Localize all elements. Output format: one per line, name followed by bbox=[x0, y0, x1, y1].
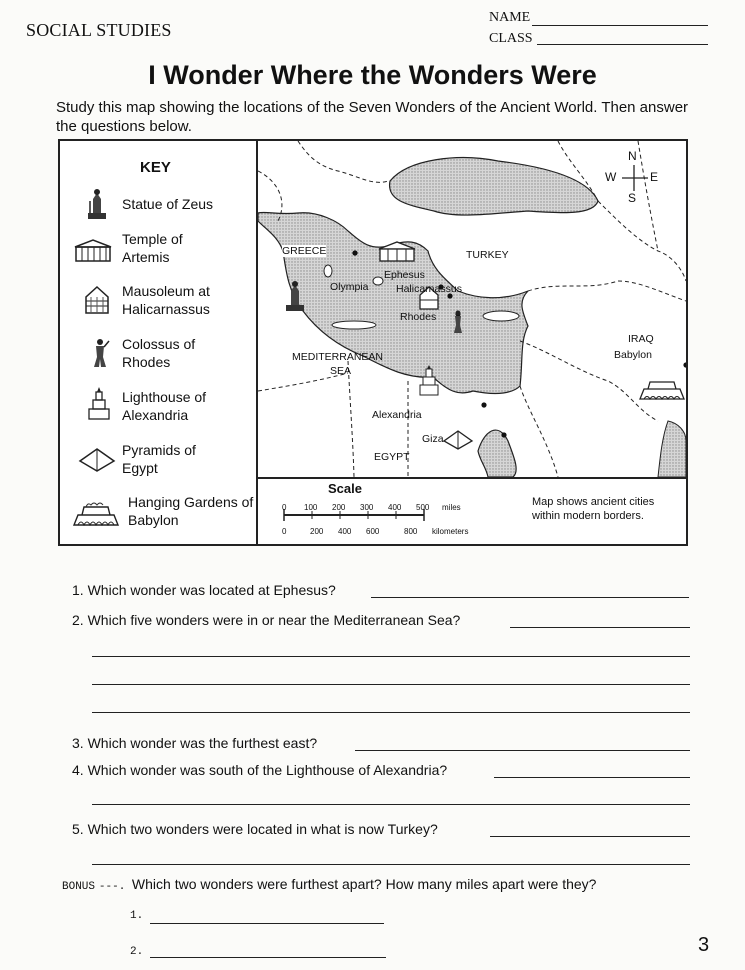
label-turkey: TURKEY bbox=[466, 249, 509, 261]
key-item: Temple of Artemis bbox=[122, 231, 183, 265]
question-1: 1. Which wonder was located at Ephesus? bbox=[72, 582, 336, 598]
question-3: 3. Which wonder was the furthest east? bbox=[72, 735, 318, 751]
scale-mile-tick: 0 bbox=[282, 503, 287, 512]
bonus-question: BONUS ---. Which two wonders were furthest apart? How many miles apart were they? bbox=[62, 876, 597, 893]
class-label: CLASS bbox=[489, 31, 533, 46]
label-giza: Giza bbox=[422, 433, 444, 445]
bonus-label: BONUS bbox=[62, 881, 96, 893]
colossus-icon bbox=[88, 337, 112, 369]
bonus-answer-1-label: 1. bbox=[130, 910, 144, 922]
bonus-answer-line-2[interactable] bbox=[150, 957, 386, 958]
answer-line-5[interactable] bbox=[490, 836, 690, 837]
answer-line-2c[interactable] bbox=[92, 684, 690, 685]
class-field[interactable] bbox=[537, 44, 708, 45]
key-item: Pyramids of Egypt bbox=[122, 442, 196, 476]
answer-line-4b[interactable] bbox=[92, 804, 690, 805]
key-item: Hanging Gardens of Babylon bbox=[128, 494, 254, 528]
scale-km-tick: 600 bbox=[366, 527, 380, 536]
mausoleum-icon bbox=[82, 285, 112, 317]
scale-mile-tick: 100 bbox=[304, 503, 318, 512]
compass-e: E bbox=[650, 170, 659, 184]
scale-mile-tick: 200 bbox=[332, 503, 346, 512]
key-item: Lighthouse of Alexandria bbox=[122, 389, 207, 423]
key-item: Mausoleum at Halicarnassus bbox=[122, 283, 210, 317]
label-ephesus: Ephesus bbox=[384, 269, 425, 281]
bonus-text: Which two wonders were furthest apart? How many miles apart were they? bbox=[131, 876, 597, 892]
lighthouse-icon bbox=[86, 385, 112, 421]
label-babylon: Babylon bbox=[614, 349, 652, 361]
name-label: NAME bbox=[489, 10, 531, 25]
answer-line-2b[interactable] bbox=[92, 656, 690, 657]
bonus-answer-2-label: 2. bbox=[130, 946, 144, 958]
label-sea-2: SEA bbox=[330, 365, 352, 377]
question-2: 2. Which five wonders were in or near the Mediterranean Sea? bbox=[72, 612, 461, 628]
label-greece: GREECE bbox=[282, 245, 327, 257]
key-title: KEY bbox=[140, 159, 171, 176]
page-title: I Wonder Where the Wonders Were bbox=[148, 60, 597, 90]
key-item: Statue of Zeus bbox=[122, 196, 214, 212]
scale-km-tick: 0 bbox=[282, 527, 287, 536]
question-4: 4. Which wonder was south of the Lighthouse of Alexandria? bbox=[72, 762, 448, 778]
subject-heading: SOCIAL STUDIES bbox=[26, 20, 172, 40]
answer-line-1[interactable] bbox=[371, 597, 689, 598]
label-iraq: IRAQ bbox=[628, 333, 654, 345]
label-sea-1: MEDITERRANEAN bbox=[292, 351, 384, 363]
label-halicarnassus: Halicarnassus bbox=[396, 283, 462, 295]
map-drawing bbox=[258, 141, 686, 477]
scale-mile-tick: 400 bbox=[388, 503, 402, 512]
answer-line-4[interactable] bbox=[494, 777, 690, 778]
answer-line-3[interactable] bbox=[355, 750, 690, 751]
answer-line-2[interactable] bbox=[510, 627, 690, 628]
map-figure bbox=[58, 139, 688, 546]
gardens-icon bbox=[70, 499, 122, 529]
scale-km-tick: 400 bbox=[338, 527, 352, 536]
map-area bbox=[258, 141, 686, 479]
key-item: Colossus of Rhodes bbox=[122, 336, 196, 370]
scale-title: Scale bbox=[328, 481, 362, 496]
map-key bbox=[60, 141, 258, 544]
scale-mile-tick: 500 bbox=[416, 503, 430, 512]
scale-km-tick: 800 bbox=[404, 527, 418, 536]
page-number: 3 bbox=[698, 934, 710, 956]
name-field[interactable] bbox=[532, 25, 708, 26]
temple-icon bbox=[72, 237, 114, 265]
label-olympia: Olympia bbox=[330, 281, 369, 293]
intro-text: Study this map showing the locations of the Seven Wonders of the Ancient World. Then answer the questions below. bbox=[56, 99, 689, 135]
bonus-answer-line-1[interactable] bbox=[150, 923, 384, 924]
label-alexandria: Alexandria bbox=[372, 409, 422, 421]
compass-w: W bbox=[605, 170, 617, 184]
pyramid-icon bbox=[78, 447, 116, 473]
statue-icon bbox=[84, 187, 110, 221]
scale-area bbox=[258, 479, 686, 544]
scale-km-unit: kilometers bbox=[432, 527, 469, 536]
answer-line-5b[interactable] bbox=[92, 864, 690, 865]
question-5: 5. Which two wonders were located in what is now Turkey? bbox=[72, 821, 438, 837]
label-rhodes: Rhodes bbox=[400, 311, 437, 323]
scale-mile-tick: 300 bbox=[360, 503, 374, 512]
compass-s: S bbox=[628, 191, 637, 205]
compass-n: N bbox=[628, 149, 637, 163]
scale-km-tick: 200 bbox=[310, 527, 324, 536]
label-egypt: EGYPT bbox=[374, 451, 410, 463]
scale-miles-unit: miles bbox=[442, 503, 461, 512]
answer-line-2d[interactable] bbox=[92, 712, 690, 713]
map-note: Map shows ancient cities within modern borders. bbox=[532, 496, 655, 522]
